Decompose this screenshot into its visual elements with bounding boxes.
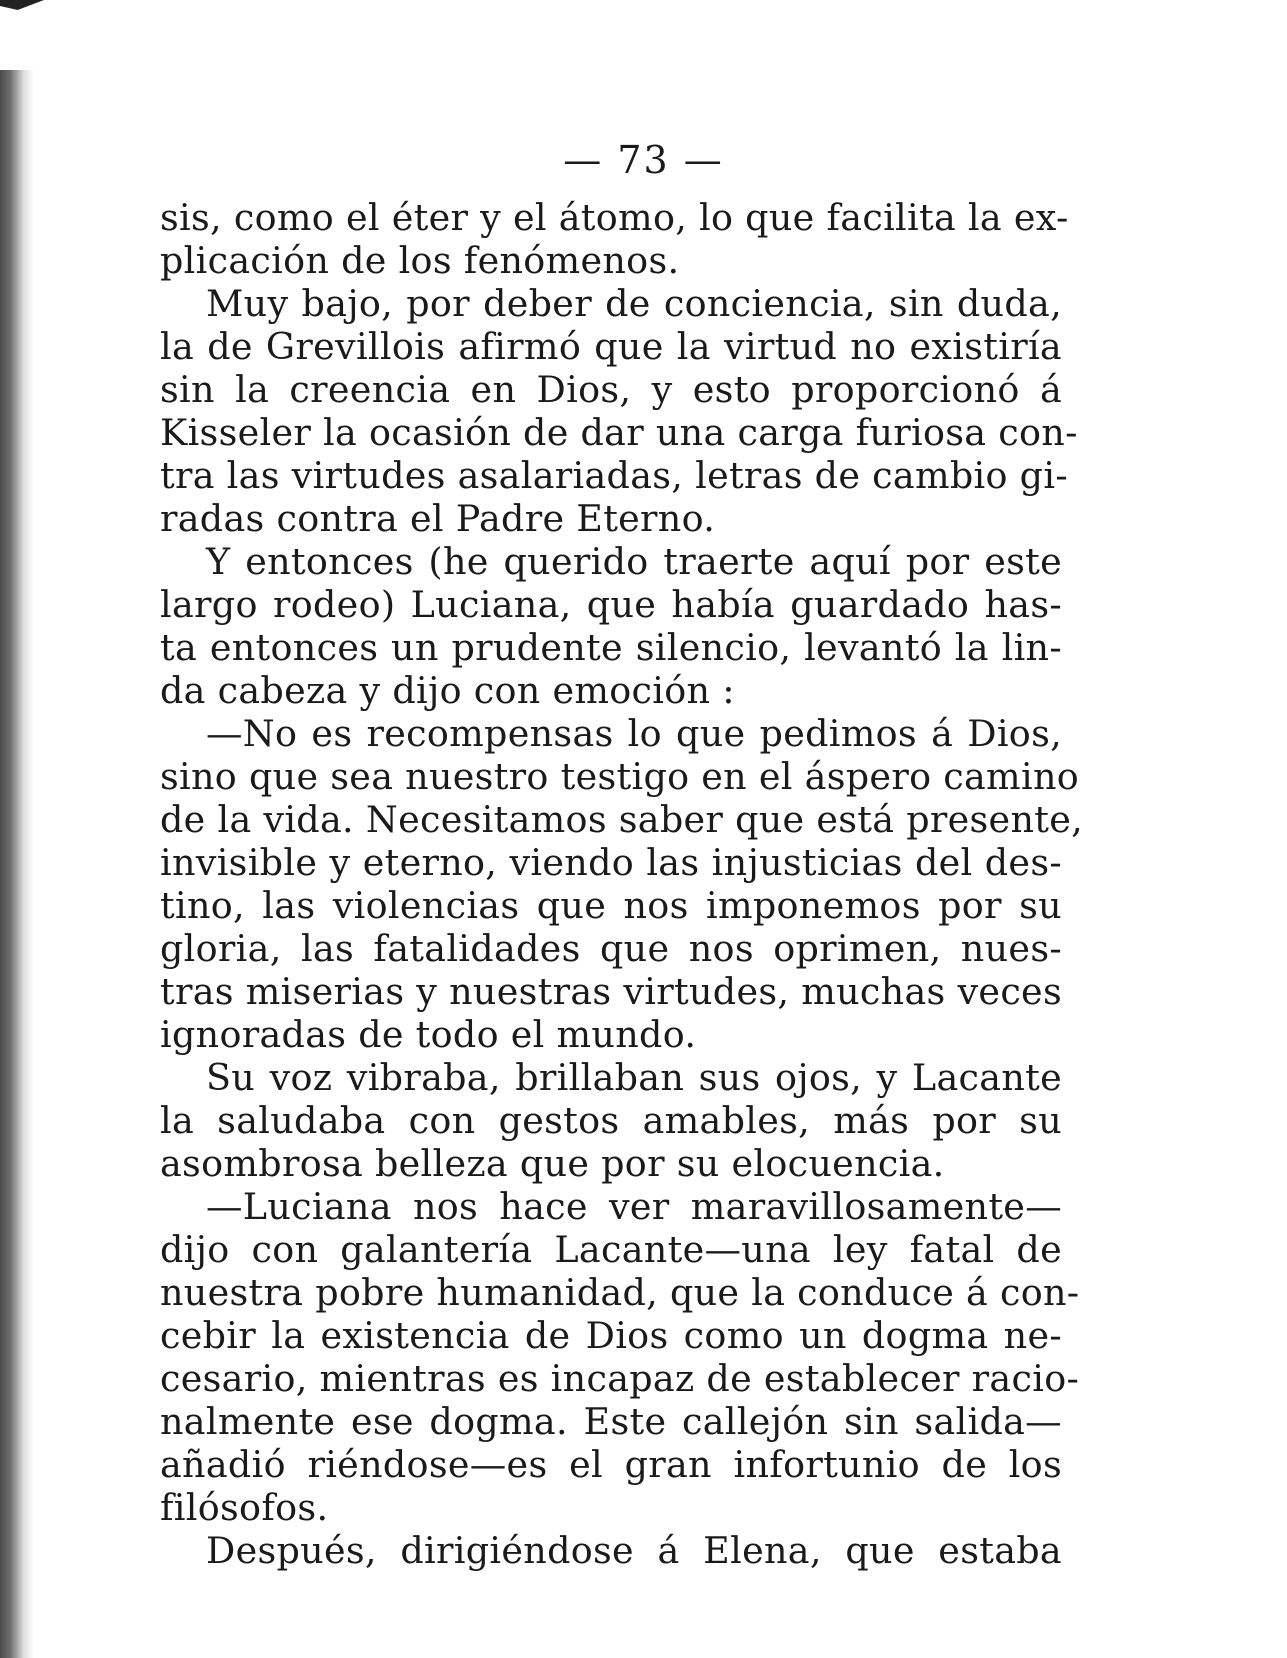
text-line: asombrosa belleza que por su elocuencia. — [160, 1142, 945, 1185]
text-line: radas contra el Padre Eterno. — [160, 497, 716, 540]
page-number: — 73 — — [563, 138, 724, 182]
text-line: da cabeza y dijo con emoción : — [160, 669, 735, 712]
text-line: invisible y eterno, viendo las injusticias del des- — [160, 841, 1062, 884]
text-line: de la vida. Necesitamos saber que está presente, — [160, 798, 1084, 841]
text-line: plicación de los fenómenos. — [160, 239, 680, 282]
text-line: Muy bajo, por deber de conciencia, sin duda, — [206, 282, 1062, 325]
text-line: —No es recompensas lo que pedimos á Dios, — [206, 712, 1062, 755]
text-line: cesario, mientras es incapaz de establecer racio- — [160, 1357, 1080, 1400]
text-line: nuestra pobre humanidad, que la conduce á con- — [160, 1271, 1080, 1314]
text-line: Y entonces (he querido traerte aquí por este — [206, 540, 1062, 583]
text-line: gloria, las fatalidades que nos oprimen, nues- — [160, 927, 1062, 970]
text-line: la de Grevillois afirmó que la virtud no existiría — [160, 325, 1062, 368]
text-line: ta entonces un prudente silencio, levantó la lin- — [160, 626, 1062, 669]
text-line: Su voz vibraba, brillaban sus ojos, y Lacante — [206, 1056, 1062, 1099]
body-text — [160, 196, 1084, 1572]
text-line: nalmente ese dogma. Este callejón sin salida— — [160, 1400, 1062, 1443]
text-line: tra las virtudes asalariadas, letras de cambio gi- — [160, 454, 1068, 497]
binding-edge-mark — [0, 0, 44, 10]
text-line: dijo con galantería Lacante—una ley fatal de — [160, 1228, 1062, 1271]
text-line: cebir la existencia de Dios como un dogma ne- — [160, 1314, 1062, 1357]
text-line: Después, dirigiéndose á Elena, que estaba — [206, 1529, 1062, 1572]
text-line: añadió riéndose—es el gran infortunio de los — [160, 1443, 1062, 1486]
text-line: Kisseler la ocasión de dar una carga furiosa con- — [160, 411, 1078, 454]
text-line: ignoradas de todo el mundo. — [160, 1013, 697, 1056]
text-line: sino que sea nuestro testigo en el áspero camino — [160, 755, 1080, 798]
text-line: —Luciana nos hace ver maravillosamente— — [206, 1185, 1062, 1228]
text-line: sis, como el éter y el átomo, lo que facilita la ex- — [160, 196, 1069, 239]
text-line: largo rodeo) Luciana, que había guardado has- — [160, 583, 1062, 626]
text-line: tino, las violencias que nos imponemos por su — [160, 884, 1062, 927]
book-spine-shadow — [0, 70, 34, 1658]
text-line: filósofos. — [160, 1486, 329, 1529]
text-line: tras miserias y nuestras virtudes, muchas veces — [160, 970, 1062, 1013]
text-line: sin la creencia en Dios, y esto proporcionó á — [160, 368, 1062, 411]
text-line: la saludaba con gestos amables, más por su — [160, 1099, 1062, 1142]
